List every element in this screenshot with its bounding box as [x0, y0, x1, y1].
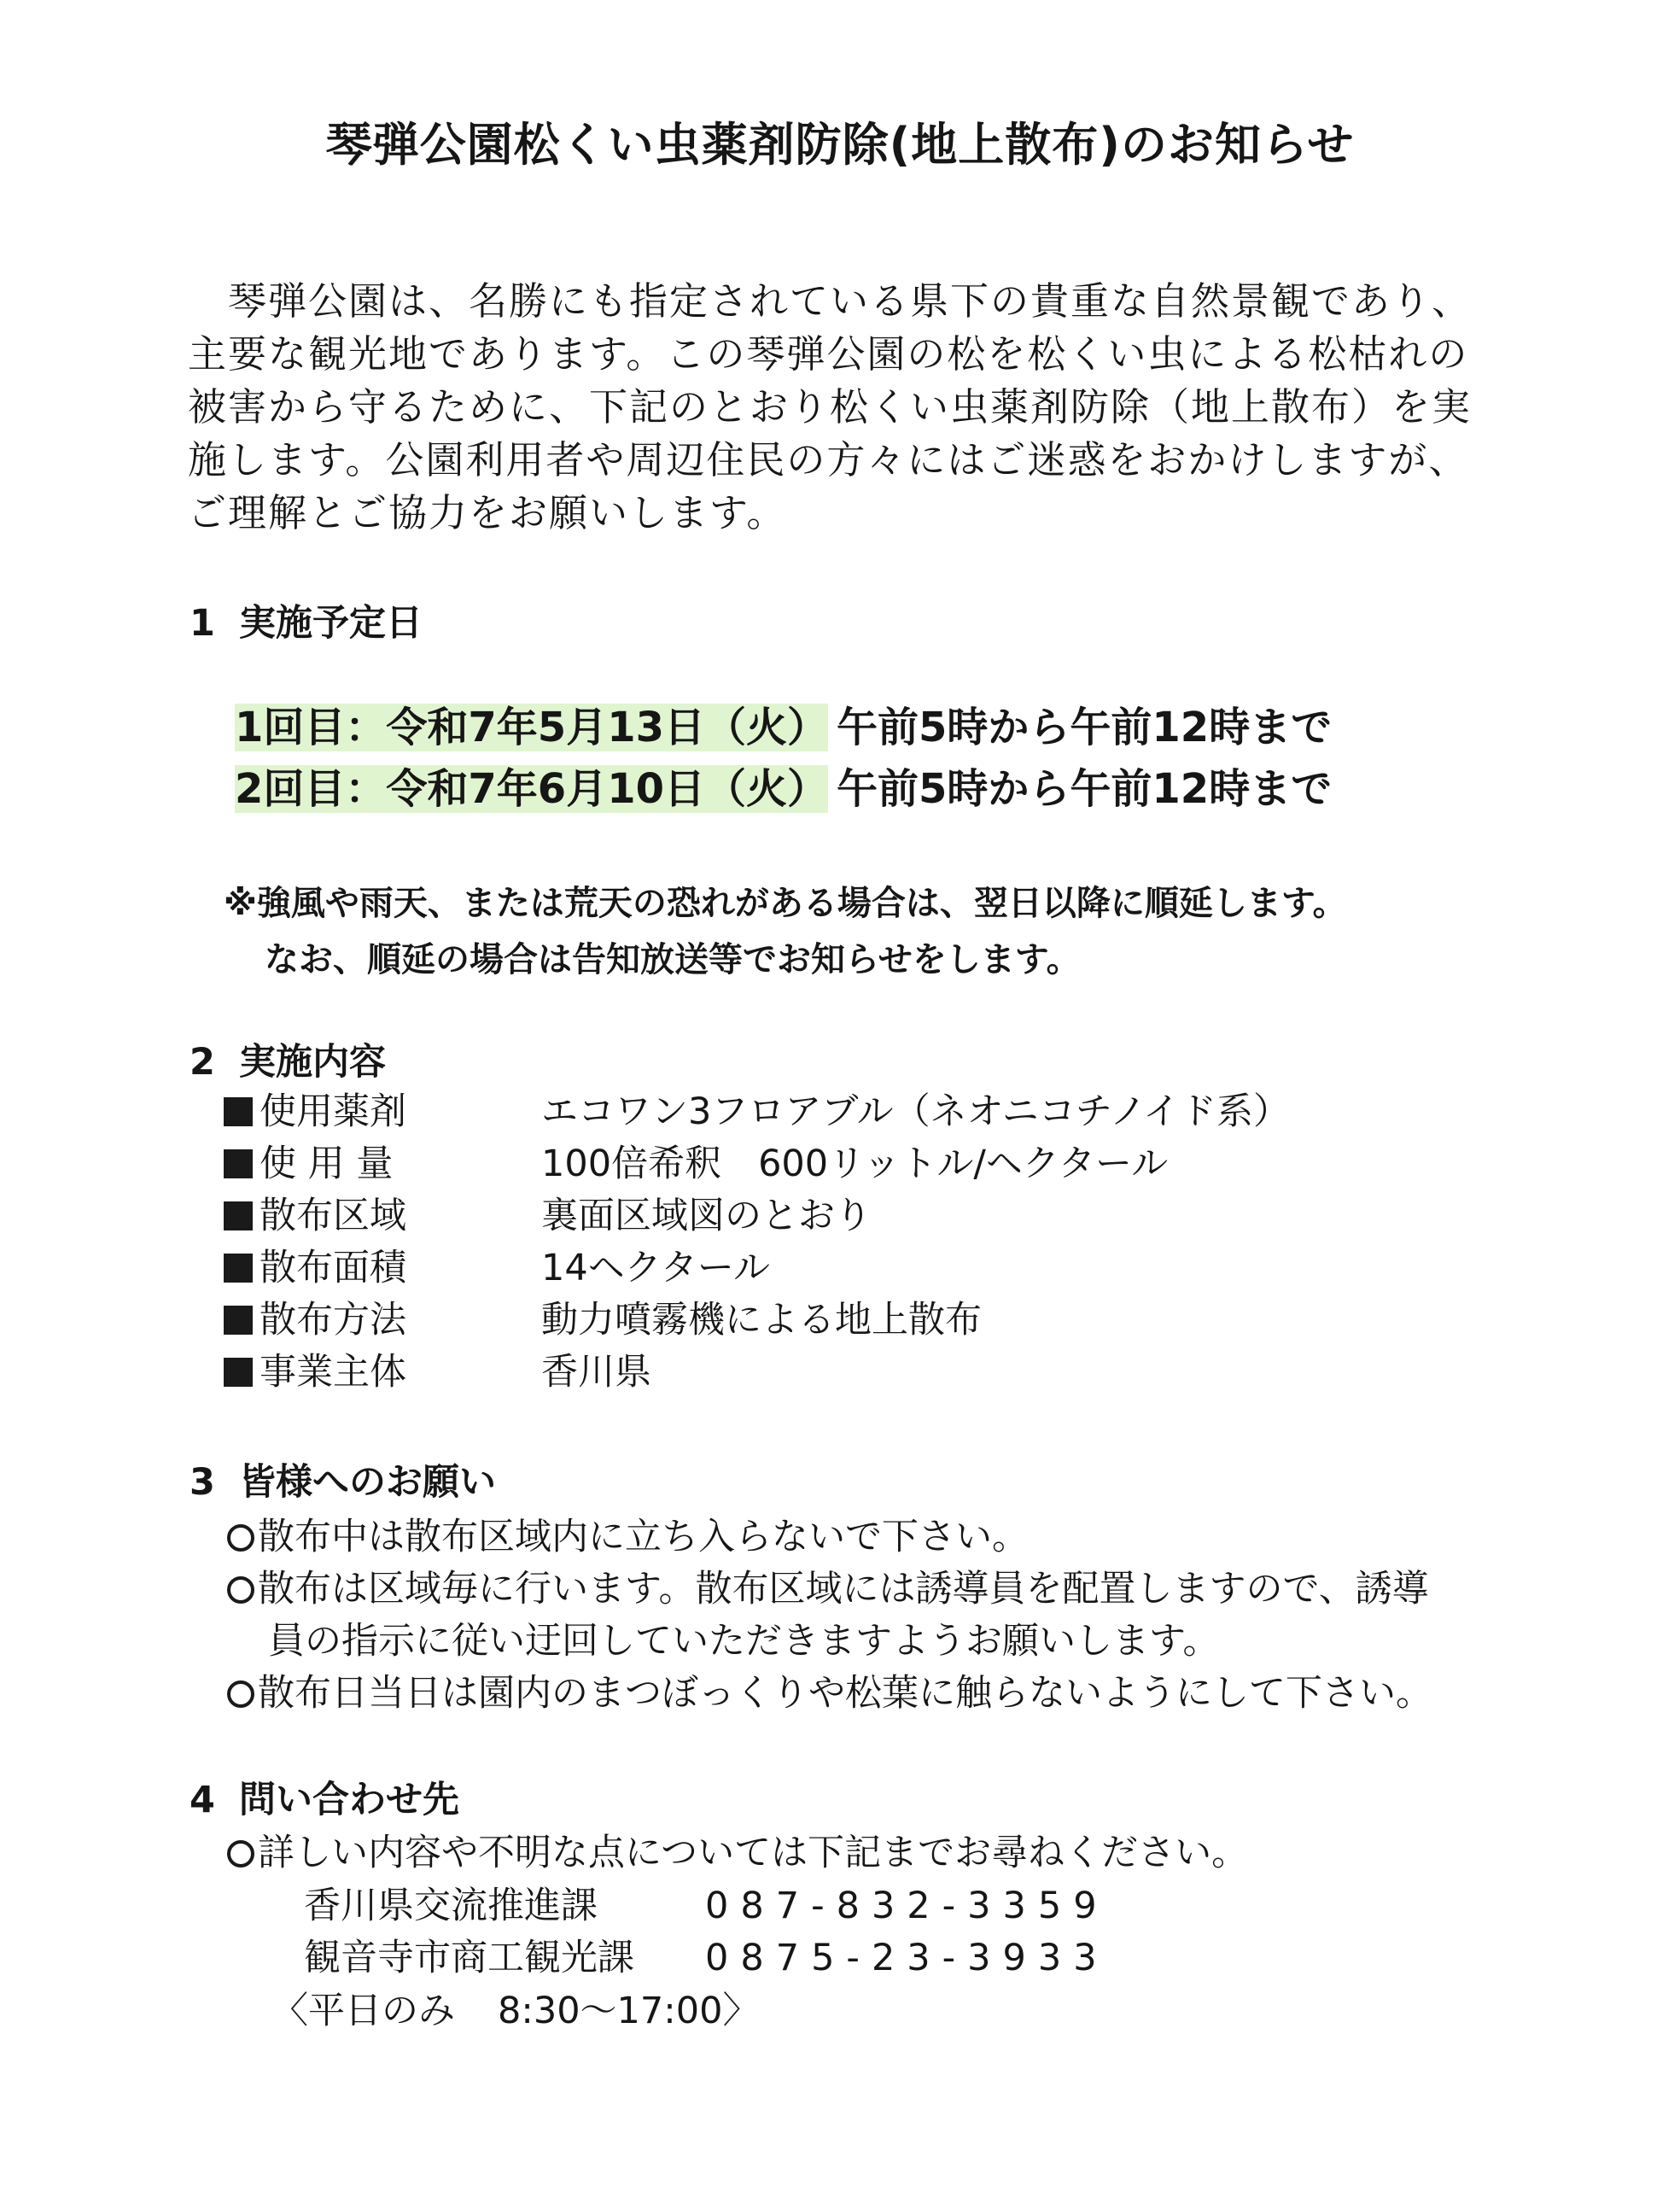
section-4-heading [190, 1774, 459, 1826]
section-1-heading [190, 598, 423, 649]
inquiry-intro [227, 1827, 1248, 1879]
spec-row [224, 1347, 1290, 1399]
note-line: なお、順延の場合は告知放送等でお知らせをします。 [265, 940, 1081, 979]
intro-line: 施します。公園利用者や周辺住民の方々にはご迷惑をおかけしますが、 [188, 437, 1469, 482]
square-bullet-icon [224, 1097, 253, 1126]
section-number: 4 [190, 1779, 215, 1821]
spec-key: 事業主体 [260, 1351, 406, 1394]
inquiry-text: 詳しい内容や不明な点については下記までお尋ねください。 [258, 1832, 1249, 1874]
square-bullet-icon [224, 1358, 253, 1387]
spec-value: エコワン3フロアブル（ネオニコチノイド系） [541, 1090, 1291, 1133]
circle-bullet-icon [227, 1524, 254, 1552]
spec-value: 動力噴霧機による地上散布 [541, 1299, 982, 1341]
intro-line: 被害から守るために、下記のとおり松くい虫薬剤防除（地上散布）を実 [188, 384, 1473, 430]
section-3-heading [190, 1457, 496, 1508]
spec-row [224, 1295, 1290, 1347]
contact-row-2 [304, 1932, 1109, 1984]
section-title: 問い合わせ先 [239, 1779, 459, 1821]
intro-line: ご理解とご協力をお願いします。 [188, 490, 787, 535]
request-list [227, 1511, 1432, 1720]
request-text: 散布は区域毎に行います。散布区域には誘導員を配置しますので、誘導 [258, 1568, 1429, 1610]
square-bullet-icon [224, 1306, 253, 1335]
hours-time: 8:30～17:00〉 [498, 1990, 760, 2032]
section-number: 1 [190, 602, 215, 645]
spec-key: 散布方法 [260, 1299, 406, 1341]
schedule-label: 2回目： [235, 765, 387, 813]
schedule-time: 午前5時から午前12時まで [837, 704, 1333, 751]
section-title: 実施予定日 [239, 602, 423, 645]
spec-value: 裏面区域図のとおり [541, 1195, 872, 1237]
schedule-time: 午前5時から午前12時まで [837, 765, 1333, 813]
section-number: 3 [190, 1461, 215, 1504]
request-item-continuation: 員の指示に従い迂回していただきますようお願いします。 [268, 1620, 1220, 1663]
spec-row [224, 1190, 1290, 1242]
schedule-label: 1回目： [235, 704, 387, 751]
square-bullet-icon [224, 1201, 253, 1230]
intro-paragraph [188, 275, 1520, 540]
hours-label: 〈平日のみ [271, 1990, 455, 2032]
section-title: 皆様へのお願い [239, 1461, 496, 1504]
request-text: 散布中は散布区域内に立ち入らないで下さい。 [258, 1516, 1029, 1558]
spec-key: 散布区域 [260, 1195, 406, 1237]
spec-key: 散布面積 [260, 1247, 406, 1289]
spec-row [224, 1138, 1290, 1190]
inquiry-item [227, 1827, 1248, 1879]
intro-line: 主要な観光地であります。この琴弾公園の松を松くい虫による松枯れの [188, 331, 1469, 377]
schedule-date: 令和7年6月10日（火） [386, 765, 829, 813]
contact-phone: 087-832-3359 [705, 1885, 1109, 1927]
circle-bullet-icon [227, 1576, 254, 1604]
circle-bullet-icon [227, 1680, 254, 1708]
contact-phone: 0875-23-3933 [705, 1937, 1109, 1979]
intro-line: 琴弾公園は、名勝にも指定されている県下の貴重な自然景観であり、 [188, 278, 1473, 324]
contact-org: 観音寺市商工観光課 [304, 1937, 634, 1979]
spec-list [224, 1086, 1290, 1399]
schedule-row-1 [235, 697, 1332, 758]
schedule-row-2 [235, 758, 1332, 820]
spec-row [224, 1086, 1290, 1138]
contact-row-1 [304, 1880, 1109, 1932]
section-title: 実施内容 [239, 1041, 386, 1084]
spec-key: 使 用 量 [260, 1143, 394, 1185]
square-bullet-icon [224, 1149, 253, 1178]
request-text: 散布日当日は園内のまつぼっくりや松葉に触らないようにして下さい。 [258, 1672, 1432, 1715]
schedule-date: 令和7年5月13日（火） [386, 704, 829, 751]
spec-value: 14ヘクタール [541, 1247, 770, 1289]
spec-value: 100倍希釈 600リットル/ヘクタール [541, 1143, 1169, 1185]
section-2-heading [190, 1037, 386, 1088]
square-bullet-icon [224, 1254, 253, 1283]
section-number: 2 [190, 1041, 215, 1084]
page-title: 琴弾公園松くい虫薬剤防除(地上散布)のお知らせ [325, 118, 1355, 172]
request-item [227, 1564, 1432, 1616]
contact-org: 香川県交流推進課 [304, 1885, 598, 1927]
request-item [227, 1511, 1432, 1564]
spec-key: 使用薬剤 [260, 1090, 406, 1133]
request-item [227, 1668, 1432, 1720]
circle-bullet-icon [227, 1840, 254, 1867]
note-line: ※強風や雨天、または荒天の恐れがある場合は、翌日以降に順延します。 [224, 884, 1347, 923]
spec-value: 香川県 [541, 1351, 651, 1394]
postponement-note [224, 875, 1347, 988]
office-hours [271, 1985, 759, 2037]
spec-row [224, 1242, 1290, 1295]
